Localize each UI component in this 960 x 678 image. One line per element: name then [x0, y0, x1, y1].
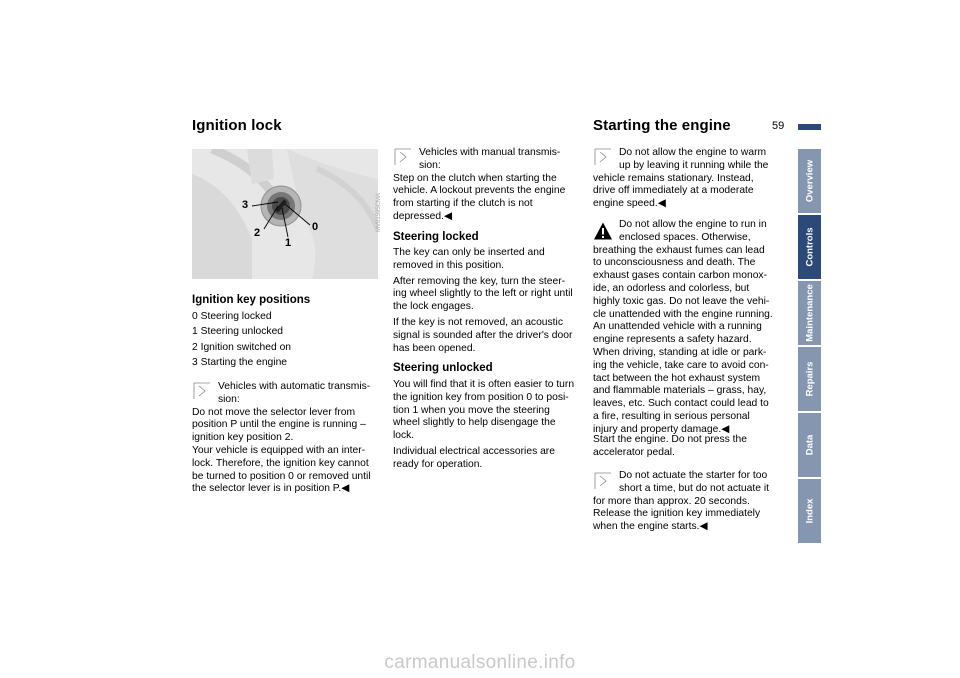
text-line: You will find that it is often easier to turn — [393, 379, 575, 390]
text-line: Start the engine. Do not press the — [593, 434, 747, 445]
note-line: Do not move the selector lever from — [192, 406, 356, 418]
note-line: from starting if the clutch is not — [393, 198, 533, 210]
figure-code: MV01595CMA — [376, 192, 382, 232]
note-line: When driving, standing at idle or park- — [593, 346, 767, 358]
note-line: ignition key position 2. — [192, 432, 294, 444]
note-line: ide, an odorless and colorless, but — [593, 282, 750, 294]
note-line: Do not allow the engine to run in — [619, 219, 767, 230]
tab-overview[interactable] — [798, 149, 821, 213]
note-line: for more than approx. 20 seconds. — [593, 495, 750, 507]
start-instruction — [593, 434, 788, 460]
note-line: ing the vehicle, take care to avoid con- — [593, 359, 769, 371]
note-line: engine speed.◀ — [593, 198, 666, 210]
list-item: 2 Ignition switched on — [192, 341, 292, 353]
text-line: the ignition key from position 0 to posi- — [393, 391, 569, 403]
text-line: removed in this position. — [393, 259, 505, 271]
ignition-lock-title: Ignition lock — [192, 117, 282, 134]
text-line: ing wheel slightly to the left or right until — [393, 288, 573, 300]
tab-data[interactable] — [798, 413, 821, 477]
note-line: engine represents a safety hazard. — [593, 334, 752, 346]
tab-label: Data — [804, 434, 815, 456]
note-line: short a time, but do not actuate it — [619, 482, 769, 494]
callout-2: 2 — [254, 227, 261, 239]
note-line: drive off immediately at a moderate — [593, 185, 754, 197]
callout-3: 3 — [242, 199, 249, 211]
note-line: sion: — [419, 159, 441, 171]
manual-transmission-note — [393, 147, 585, 224]
note-line: vehicle. A lockout prevents the engine — [393, 185, 566, 197]
text-line: ready for operation. — [393, 458, 483, 470]
text-line: lock. — [393, 430, 415, 442]
list-item: 1 Steering unlocked — [192, 326, 284, 338]
note-line: Do not allow the engine to warm — [619, 147, 767, 158]
note-line: Your vehicle is equipped with an inter- — [192, 444, 366, 456]
note-line: vehicle remains stationary. Instead, — [593, 172, 754, 184]
tab-repairs[interactable] — [798, 347, 821, 411]
note-line: to unconsciousness and death. The — [593, 257, 756, 269]
note-line: leaves, etc. Such contact could lead to — [593, 398, 769, 410]
note-line: the selector lever is in position P.◀ — [192, 483, 350, 495]
note-line: Step on the clutch when starting the — [393, 172, 557, 184]
text-line: signal is sounded after the driver's door — [393, 329, 573, 341]
steering-unlocked-text — [393, 379, 585, 472]
text-line: tion 1 when you move the steering — [393, 404, 550, 416]
note-line: breathing the exhaust fumes can lead — [593, 244, 765, 256]
text-line: the lock engages. — [393, 301, 474, 313]
tab-controls[interactable] — [798, 215, 821, 279]
steering-locked-heading: Steering locked — [393, 231, 479, 243]
note-line: when the engine starts.◀ — [593, 521, 708, 533]
note-line: An unattended vehicle with a running — [593, 321, 762, 333]
note-line: injury and property damage.◀ — [593, 423, 730, 435]
note-line: exhaust gases contain carbon monox- — [593, 270, 768, 282]
key-positions-heading: Ignition key positions — [192, 294, 311, 306]
key-positions-list — [192, 311, 291, 370]
text-line: wheel slightly to help disengage the — [393, 417, 556, 429]
tab-label: Index — [804, 498, 815, 524]
callout-1: 1 — [285, 237, 292, 249]
tab-index[interactable] — [798, 479, 821, 543]
steering-locked-text — [393, 247, 585, 355]
note-line: cle unattended with the engine running. — [593, 308, 773, 320]
callout-0: 0 — [312, 221, 319, 233]
text-line: has been opened. — [393, 342, 476, 354]
text-line: The key can only be inserted and — [393, 247, 545, 258]
note-line: depressed.◀ — [393, 210, 452, 222]
text-line: After removing the key, turn the steer- — [393, 275, 566, 287]
text-line: Individual electrical accessories are — [393, 445, 555, 457]
note-line: up by leaving it running while the — [619, 159, 769, 171]
auto-transmission-note — [192, 381, 382, 496]
tab-maintenance[interactable] — [798, 281, 821, 345]
note-line: Vehicles with automatic transmis- — [218, 381, 371, 392]
note-line: highly toxic gas. Do not leave the vehi- — [593, 295, 770, 307]
watermark: carmanualsonline.info — [384, 652, 576, 673]
tab-label: Maintenance — [804, 284, 815, 342]
note-line: Release the ignition key immediately — [593, 508, 761, 520]
text-line: If the key is not removed, an acoustic — [393, 316, 563, 328]
note-line: tact between the hot exhaust system — [593, 372, 761, 384]
ignition-figure — [192, 149, 378, 279]
list-item: 3 Starting the engine — [192, 357, 288, 369]
warm-up-note — [593, 147, 788, 211]
tab-label: Overview — [804, 159, 815, 203]
page-marker — [798, 124, 821, 130]
note-line: Vehicles with manual transmis- — [419, 147, 561, 158]
starting-engine-title: Starting the engine — [593, 117, 731, 134]
note-line: and flammable materials – grass, hay, — [593, 385, 767, 397]
note-line: sion: — [218, 393, 240, 405]
tab-label: Repairs — [804, 361, 815, 397]
page-number: 59 — [772, 120, 785, 132]
list-item: 0 Steering locked — [192, 311, 272, 322]
tab-label: Controls — [804, 227, 815, 267]
steering-unlocked-heading: Steering unlocked — [393, 362, 493, 374]
note-line: position P until the engine is running – — [192, 419, 366, 431]
text-line: accelerator pedal. — [593, 446, 675, 458]
starter-note — [593, 470, 788, 534]
note-line: enclosed spaces. Otherwise, — [619, 231, 751, 243]
note-line: Do not actuate the starter for too — [619, 470, 768, 481]
note-line: a fire, resulting in serious personal — [593, 410, 750, 422]
note-line: be turned to position 0 or removed until — [192, 470, 371, 482]
exhaust-warning — [593, 219, 788, 437]
note-line: lock. Therefore, the ignition key cannot — [192, 457, 369, 469]
